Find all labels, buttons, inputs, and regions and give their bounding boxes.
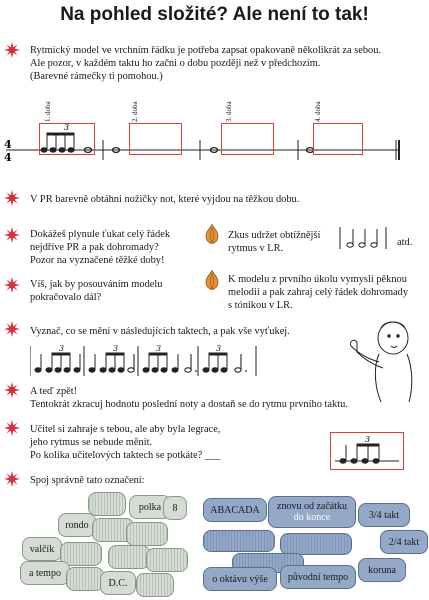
green-term-blank[interactable] — [108, 545, 150, 569]
task8-line2: Tentokrát zkracuj hodnotu poslední noty a dostaň se do rytmu prvního taktu. — [30, 399, 348, 410]
green-term-blank[interactable] — [66, 567, 104, 591]
task9-line3: Po kolika učitelových taktech se potkáte? ___ — [30, 450, 221, 461]
beat-label-4: 4. doba — [314, 101, 322, 122]
svg-text:3: 3 — [365, 435, 371, 444]
star-icon — [4, 42, 20, 58]
term-koruna[interactable]: koruna — [358, 558, 406, 582]
term-o-oktavu-vyse[interactable]: o oktávu výše — [203, 567, 277, 591]
svg-text:3: 3 — [59, 344, 65, 353]
page-title: Na pohled složité? Ale není to tak! — [60, 4, 369, 25]
task6-line1: K modelu z prvního úkolu vymysli pěknou — [228, 274, 407, 285]
term-znovu-line2: do konce — [293, 512, 331, 523]
term-a-tempo[interactable]: a tempo — [20, 561, 70, 585]
svg-text:3: 3 — [64, 123, 70, 132]
term-8[interactable]: 8 — [163, 496, 187, 520]
green-term-blank[interactable] — [136, 573, 174, 597]
star-icon — [4, 321, 20, 337]
term-dc[interactable]: D.C. — [100, 571, 136, 595]
beat-frame-4 — [313, 123, 363, 155]
star-icon — [4, 190, 20, 206]
task6-line2: melodii a pak zahraj celý řádek dohromady — [228, 287, 409, 298]
blue-term-blank[interactable] — [280, 533, 352, 555]
task1-line2: Ale pozor, v každém taktu ho začni o dobu později než v předchozím. — [30, 58, 321, 69]
task9-line1: Učitel si zahraje s tebou, ale aby byla legrace, — [30, 424, 221, 435]
task1-line3: (Barevné rámečky ti pomohou.) — [30, 71, 163, 82]
task7-text: Vyznač, co se mění v následujících taktech, a pak vše vyťukej. — [30, 326, 290, 337]
teacher-rhythm-frame — [330, 432, 404, 470]
task4-line1: Zkus udržet obtížnější — [228, 230, 321, 241]
green-term-blank[interactable] — [88, 492, 126, 516]
task8-line1: A teď zpět! — [30, 386, 78, 397]
beat-frame-3 — [221, 123, 274, 155]
teacher-rhythm — [331, 433, 403, 469]
task3-line2: nejdříve PR a pak dohromady? — [30, 242, 159, 253]
onion-icon — [205, 270, 219, 290]
term-abacada[interactable]: ABACADA — [203, 498, 267, 522]
svg-text:4: 4 — [4, 138, 12, 151]
term-3-4-takt[interactable]: 3/4 takt — [358, 503, 410, 527]
task9-line2: jeho rytmus se nebude měnit. — [30, 437, 153, 448]
term-valcik[interactable]: valčík — [22, 537, 62, 561]
svg-text:3: 3 — [113, 344, 119, 353]
term-znovu-line1: znovu od začátku — [277, 501, 347, 512]
star-icon — [4, 227, 20, 243]
task5-line2: pokračovalo dál? — [30, 292, 102, 303]
task7-rhythm-staff — [30, 342, 260, 380]
green-term-blank[interactable] — [146, 548, 188, 572]
task1-line1: Rytmický model ve vrchním řádku je potřeba zapsat opakovaně několikrát za sebou. — [30, 45, 382, 56]
task9-text — [30, 423, 330, 462]
beat-frame-2 — [129, 123, 182, 155]
beat-label-2: 2. doba — [131, 101, 139, 122]
rhythm-snippet — [338, 225, 394, 251]
task6-line3: s tónikou v LR. — [228, 300, 293, 311]
beat-frame-1 — [39, 123, 95, 155]
star-icon — [4, 420, 20, 436]
task5-line1: Víš, jak by posouváním modelu — [30, 279, 163, 290]
task4-line2: rytmus v LR. — [228, 243, 284, 254]
term-polka[interactable]: polka — [129, 495, 171, 519]
task10-text: Spoj správně tato označení: — [30, 475, 145, 486]
task3-line3: Pozor na vyznačené těžké doby! — [30, 255, 165, 266]
svg-text:3: 3 — [156, 344, 162, 353]
star-icon — [4, 277, 20, 293]
beat-label-1: 1. doba — [44, 101, 52, 122]
star-icon — [4, 471, 20, 487]
green-term-blank[interactable] — [126, 522, 168, 546]
task2-text: V PR barevně obtáhni nožičky not, které vyjdou na těžkou dobu. — [30, 194, 300, 205]
svg-text:3: 3 — [216, 344, 222, 353]
etc-label: atd. — [397, 237, 413, 248]
term-rondo[interactable]: rondo — [58, 513, 96, 537]
term-2-4-takt[interactable]: 2/4 takt — [380, 530, 428, 554]
beat-label-3: 3. doba — [225, 101, 233, 122]
svg-text:4: 4 — [4, 151, 12, 164]
task6-text — [228, 273, 428, 312]
task1-text — [30, 44, 425, 83]
task5-text — [30, 278, 200, 304]
onion-icon — [205, 224, 219, 244]
task3-text — [30, 228, 200, 267]
task4-text — [228, 229, 338, 255]
task3-line1: Dokážeš plynule ťukat celý řádek — [30, 229, 171, 240]
star-icon — [4, 382, 20, 398]
term-puvodni-tempo[interactable]: původní tempo — [280, 565, 356, 589]
term-znovu-od-zacatku[interactable] — [268, 496, 356, 528]
task8-text — [30, 385, 420, 411]
blue-term-blank[interactable] — [203, 530, 275, 552]
